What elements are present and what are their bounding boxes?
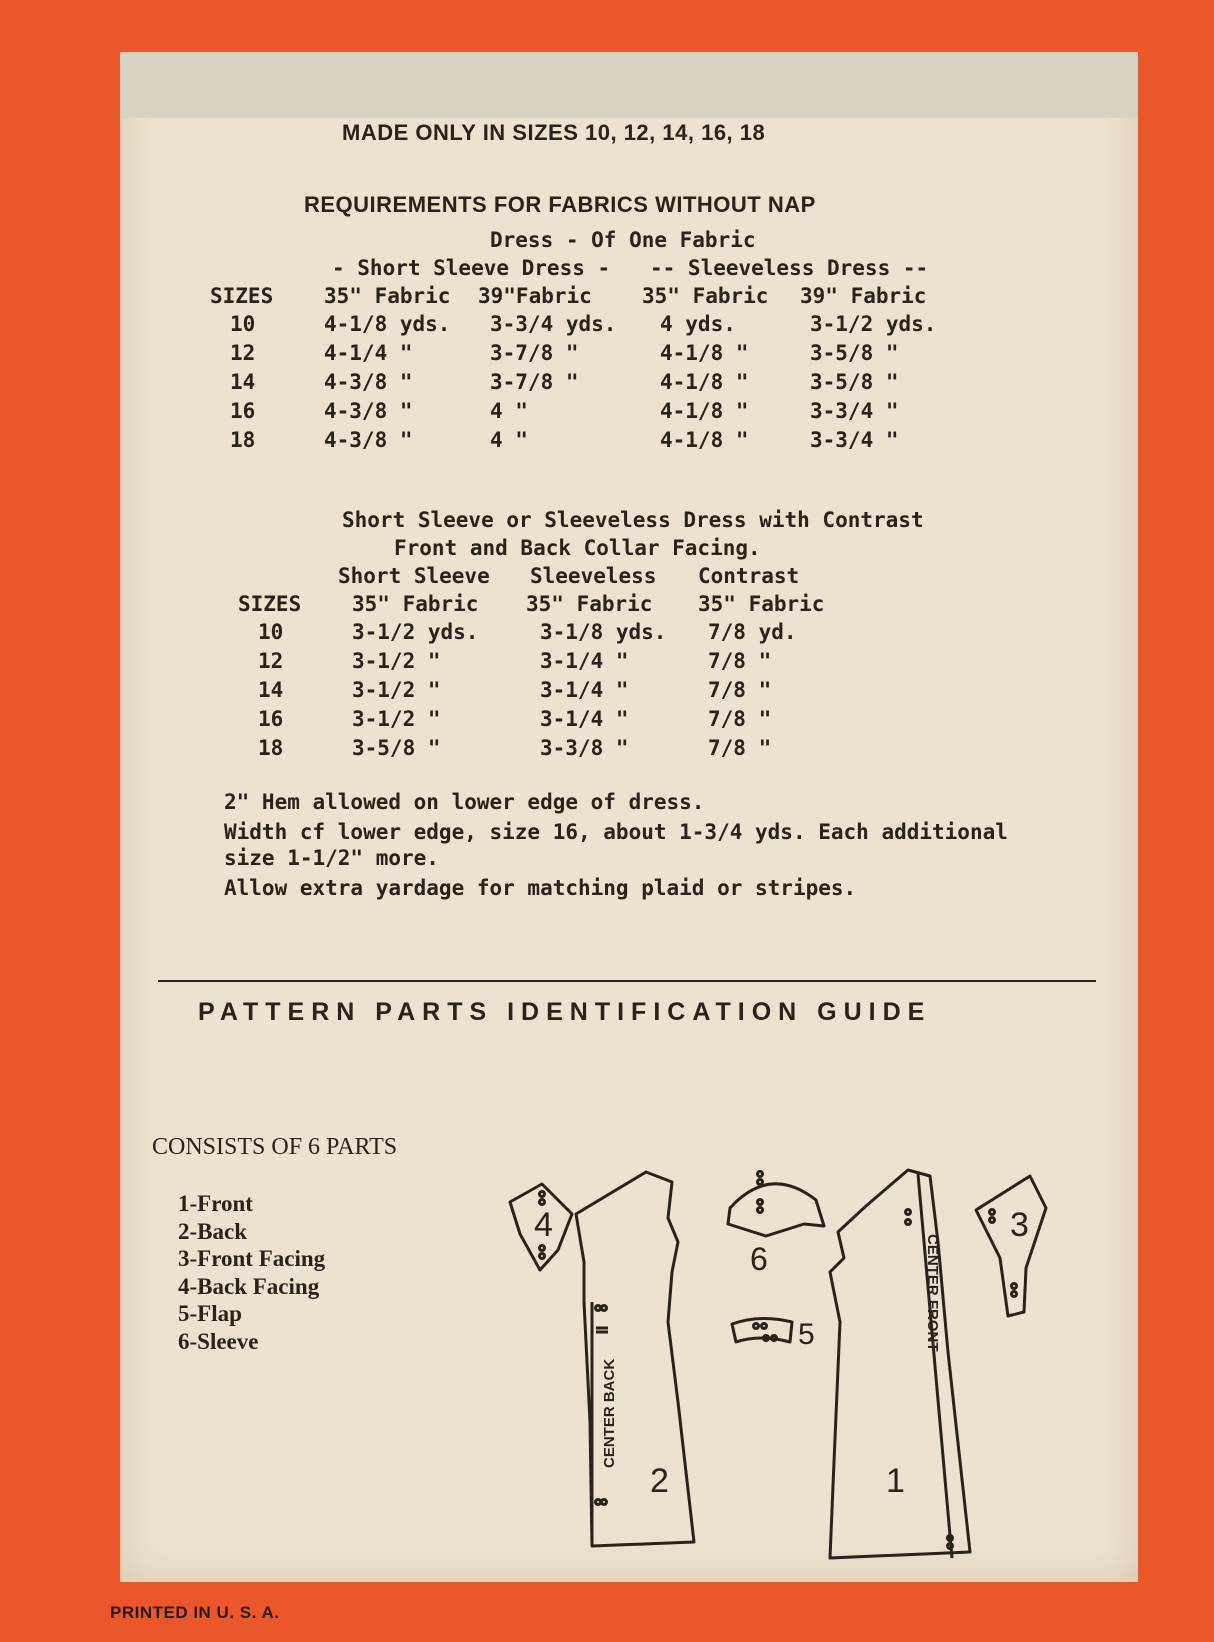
table-cell: 7/8 " xyxy=(708,678,772,702)
table-row xyxy=(120,399,1138,427)
table-cell: 3-1/2 " xyxy=(352,649,441,673)
table-cell: 3-5/8 " xyxy=(810,370,899,394)
table-cell: 4-1/8 " xyxy=(660,370,749,394)
piece-number-4: 4 xyxy=(534,1206,553,1244)
size-cell: 14 xyxy=(230,370,256,394)
pattern-guide-title: PATTERN PARTS IDENTIFICATION GUIDE xyxy=(198,998,932,1026)
list-item: 6-Sleeve xyxy=(178,1328,259,1354)
table-cell: 3-3/8 " xyxy=(540,736,629,760)
table-cell: 3-3/4 " xyxy=(810,428,899,452)
list-item: 5-Flap xyxy=(178,1301,242,1326)
pattern-pieces-diagram xyxy=(500,1162,1120,1582)
list-item: 2-Back xyxy=(178,1218,247,1244)
size-cell: 18 xyxy=(258,736,284,760)
size-cell: 16 xyxy=(258,707,284,731)
list-item: 3-Front Facing xyxy=(178,1246,326,1271)
parts-list xyxy=(178,1190,325,1355)
column-header: 35" Fabric xyxy=(352,592,479,616)
front-facing-piece xyxy=(976,1176,1046,1316)
table-cell: 4-1/8 " xyxy=(660,341,749,365)
table-cell: 3-1/8 yds. xyxy=(540,620,667,644)
size-cell: 16 xyxy=(230,399,256,423)
plaid-note: Allow extra yardage for matching plaid or stripes. xyxy=(224,876,857,900)
width-note-line2: size 1-1/2" more. xyxy=(224,846,439,870)
size-cell: 14 xyxy=(258,678,284,702)
table-row xyxy=(120,341,1138,369)
pattern-envelope-paper xyxy=(120,52,1138,1582)
size-cell: 12 xyxy=(230,341,256,365)
column-header: SIZES xyxy=(238,592,302,616)
table2-group-sleeveless: Sleeveless xyxy=(530,564,657,588)
table-cell: 3-3/4 yds. xyxy=(490,312,617,336)
table-cell: 3-5/8 " xyxy=(810,341,899,365)
table-row xyxy=(120,707,1138,735)
table-cell: 3-1/2 yds. xyxy=(352,620,479,644)
width-note-line1: Width cf lower edge, size 16, about 1-3/4 yds. Each additional xyxy=(224,820,1008,844)
table-row xyxy=(120,649,1138,677)
table-cell: 3-7/8 " xyxy=(490,370,579,394)
hem-note: 2" Hem allowed on lower edge of dress. xyxy=(224,790,705,814)
table-cell: 3-1/4 " xyxy=(540,649,629,673)
sleeve-piece xyxy=(728,1172,824,1278)
table-cell: 4-3/8 " xyxy=(324,428,413,452)
column-header: 35" Fabric xyxy=(698,592,825,616)
table-cell: 3-1/2 " xyxy=(352,707,441,731)
requirements-heading: REQUIREMENTS FOR FABRICS WITHOUT NAP xyxy=(304,192,816,217)
table-cell: 4-1/8 " xyxy=(660,428,749,452)
list-item: 4-Back Facing xyxy=(178,1273,320,1299)
table-cell: 3-5/8 " xyxy=(352,736,441,760)
front-piece xyxy=(830,1170,970,1558)
table1-group-sleeveless: -- Sleeveless Dress -- xyxy=(650,256,929,280)
piece-number-2: 2 xyxy=(650,1462,669,1500)
table1-header-row xyxy=(120,284,1138,312)
table-cell: 3-7/8 " xyxy=(490,341,579,365)
table-cell: 4-3/8 " xyxy=(324,399,413,423)
column-header: 35" Fabric xyxy=(642,284,769,308)
column-header: 39"Fabric xyxy=(478,284,592,308)
printed-in-usa: PRINTED IN U. S. A. xyxy=(110,1603,280,1622)
column-header: 39" Fabric xyxy=(800,284,927,308)
back-facing-piece xyxy=(510,1184,572,1270)
table-row xyxy=(120,312,1138,340)
table-cell: 7/8 " xyxy=(708,707,772,731)
size-cell: 18 xyxy=(230,428,256,452)
size-cell: 10 xyxy=(258,620,284,644)
table-cell: 7/8 " xyxy=(708,649,772,673)
table-row xyxy=(120,736,1138,764)
table-cell: 4-1/4 " xyxy=(324,341,413,365)
piece-number-1: 1 xyxy=(886,1462,905,1500)
table-cell: 4 " xyxy=(490,428,528,452)
table-cell: 4-1/8 " xyxy=(660,399,749,423)
table2-group-short: Short Sleeve xyxy=(338,564,490,588)
table-cell: 3-1/4 " xyxy=(540,678,629,702)
parts-count-heading: CONSISTS OF 6 PARTS xyxy=(152,1134,398,1160)
column-header: 35" Fabric xyxy=(526,592,653,616)
table-cell: 4 " xyxy=(490,399,528,423)
size-availability-heading: MADE ONLY IN SIZES 10, 12, 14, 16, 18 xyxy=(342,120,766,145)
piece-number-5: 5 xyxy=(798,1318,815,1351)
center-front-label: CENTER FRONT xyxy=(924,1234,941,1352)
faded-top-band xyxy=(120,52,1138,118)
table-cell: 3-1/2 " xyxy=(352,678,441,702)
table2-title-line1: Short Sleeve or Sleeveless Dress with Contrast xyxy=(342,508,924,532)
table-row xyxy=(120,678,1138,706)
size-cell: 12 xyxy=(258,649,284,673)
table-cell: 4-3/8 " xyxy=(324,370,413,394)
column-header: 35" Fabric xyxy=(324,284,451,308)
column-header: SIZES xyxy=(210,284,274,308)
piece-number-6: 6 xyxy=(750,1241,768,1277)
table-cell: 7/8 yd. xyxy=(708,620,797,644)
table-cell: 4-1/8 yds. xyxy=(324,312,451,336)
table-cell: 3-1/2 yds. xyxy=(810,312,937,336)
table-cell: 3-1/4 " xyxy=(540,707,629,731)
section-divider xyxy=(158,980,1096,982)
table1-group-short: - Short Sleeve Dress - xyxy=(332,256,611,280)
table-cell: 7/8 " xyxy=(708,736,772,760)
table2-title-line2: Front and Back Collar Facing. xyxy=(394,536,761,560)
table-row xyxy=(120,370,1138,398)
back-piece xyxy=(576,1172,694,1546)
table-cell: 4 yds. xyxy=(660,312,736,336)
table2-header-row xyxy=(120,592,1138,620)
table-row xyxy=(120,620,1138,648)
flap-piece xyxy=(732,1318,815,1351)
center-back-label: CENTER BACK xyxy=(601,1358,618,1468)
table1-title: Dress - Of One Fabric xyxy=(490,228,756,252)
size-cell: 10 xyxy=(230,312,256,336)
table-row xyxy=(120,428,1138,456)
piece-number-3: 3 xyxy=(1010,1206,1029,1244)
table2-group-contrast: Contrast xyxy=(698,564,800,588)
list-item: 1-Front xyxy=(178,1191,253,1216)
table-cell: 3-3/4 " xyxy=(810,399,899,423)
